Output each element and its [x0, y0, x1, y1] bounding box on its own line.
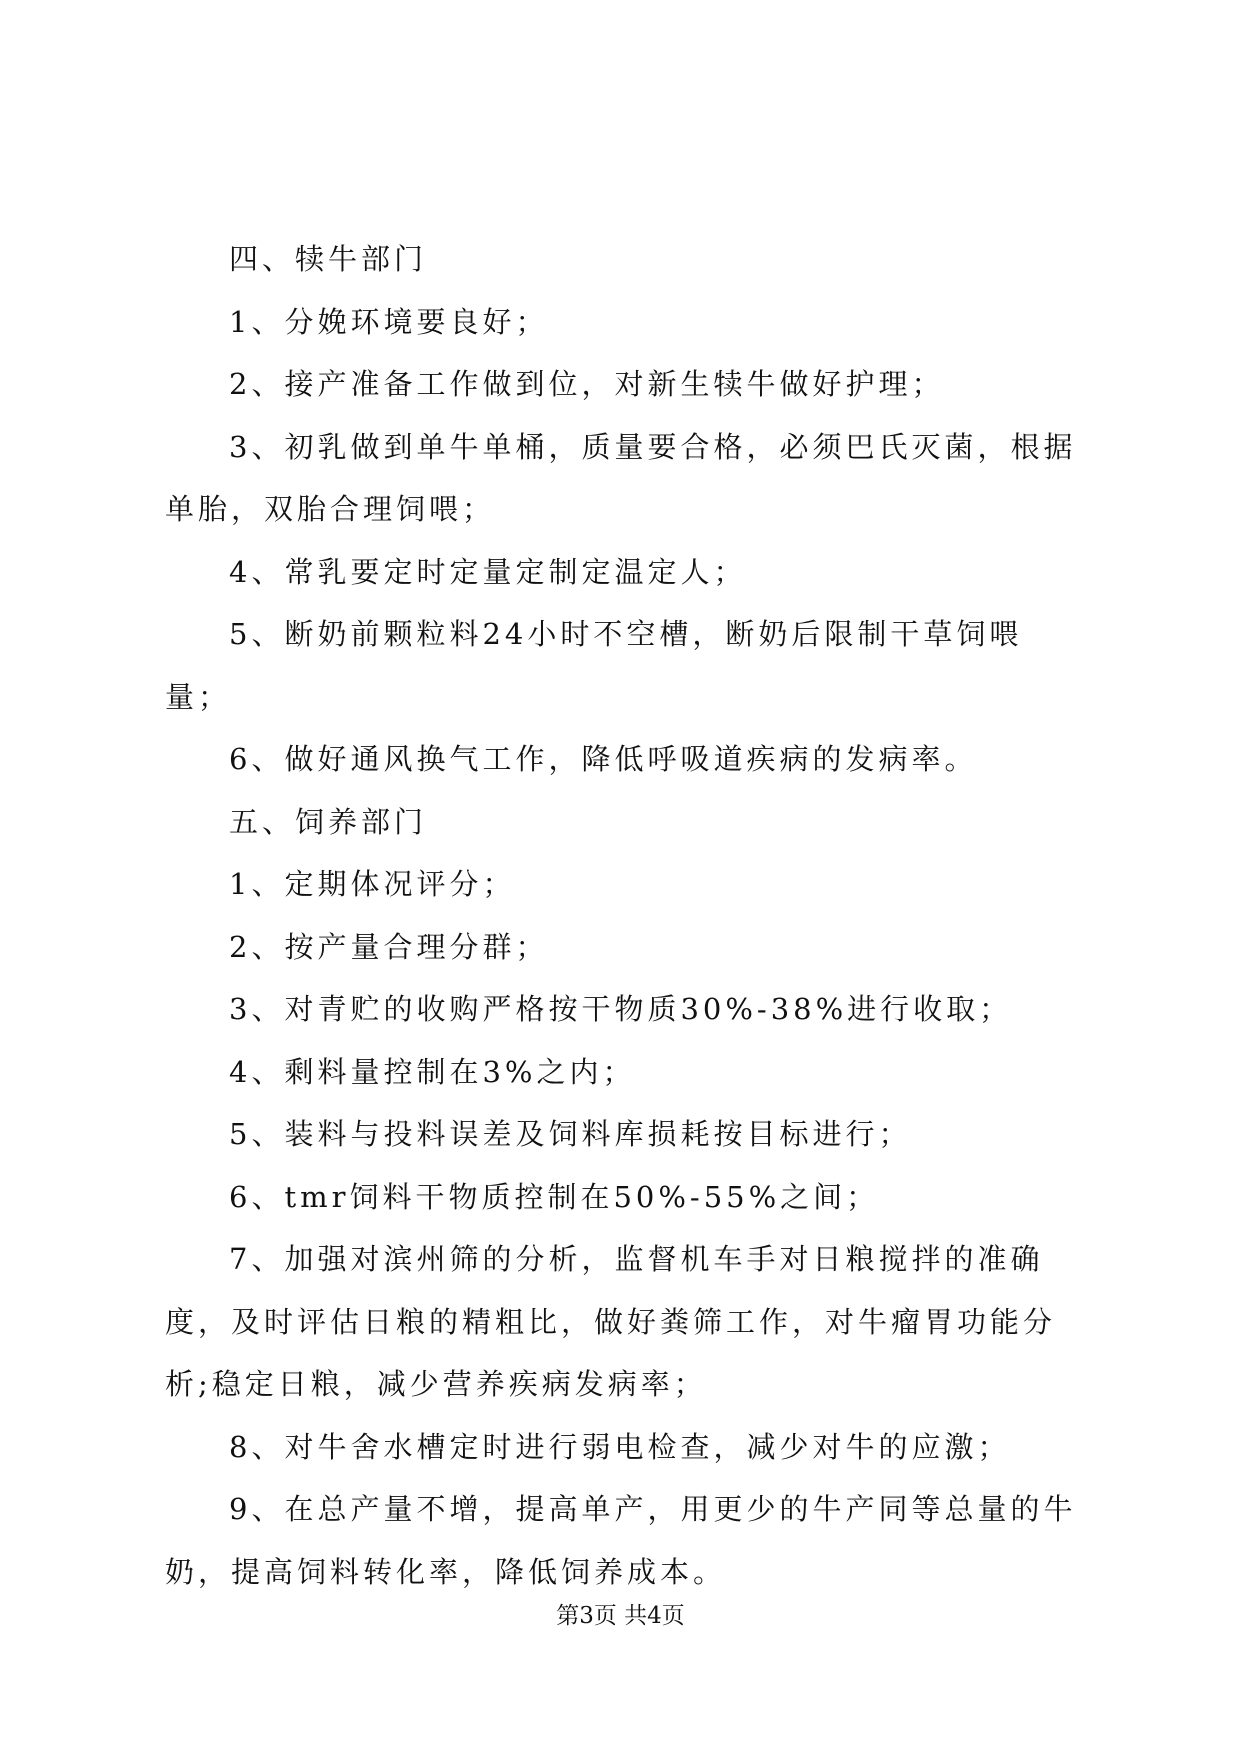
list-item: 9、在总产量不增，提高单产，用更少的牛产同等总量的牛奶，提高饲料转化率，降低饲养成本。 — [165, 1492, 1077, 1589]
page-number-label: 第3页 共4页 — [556, 1603, 685, 1629]
list-item: 8、对牛舍水槽定时进行弱电检查，减少对牛的应激； — [229, 1429, 1011, 1464]
list-item: 2、按产量合理分群； — [229, 929, 549, 964]
list-item: 1、分娩环境要良好； — [229, 304, 549, 339]
section-heading-feeding: 五、饲养部门 — [229, 804, 428, 839]
list-item: 1、定期体况评分； — [229, 867, 516, 901]
list-item: 7、加强对滨州筛的分析，监督机车手对日粮搅拌的准确度，及时评估日粮的精粗比，做好粪筛工作，对牛瘤胃功能分析;稳定日粮，减少营养疾病发病率； — [165, 1242, 1057, 1401]
list-item: 4、剩料量控制在3%之内； — [229, 1054, 636, 1089]
section-heading-calf: 四、犊牛部门 — [229, 242, 428, 276]
list-item: 6、tmr饲料干物质控制在50%-55%之间； — [229, 1179, 880, 1214]
document-body — [165, 228, 1081, 1603]
list-item: 5、装料与投料误差及饲料库损耗按目标进行； — [229, 1117, 912, 1151]
page-footer — [0, 1601, 1241, 1631]
list-item: 5、断奶前颗粒料24小时不空槽，断奶后限制干草饲喂量； — [165, 617, 1023, 714]
list-item: 4、常乳要定时定量定制定温定人； — [229, 554, 747, 589]
list-item: 3、对青贮的收购严格按干物质30%-38%进行收取； — [229, 992, 1013, 1026]
list-item: 6、做好通风换气工作，降低呼吸道疾病的发病率。 — [229, 742, 978, 776]
list-item: 3、初乳做到单牛单桶，质量要合格，必须巴氏灭菌，根据单胎，双胎合理饲喂； — [165, 429, 1077, 526]
list-item: 2、接产准备工作做到位，对新生犊牛做好护理； — [229, 367, 945, 401]
